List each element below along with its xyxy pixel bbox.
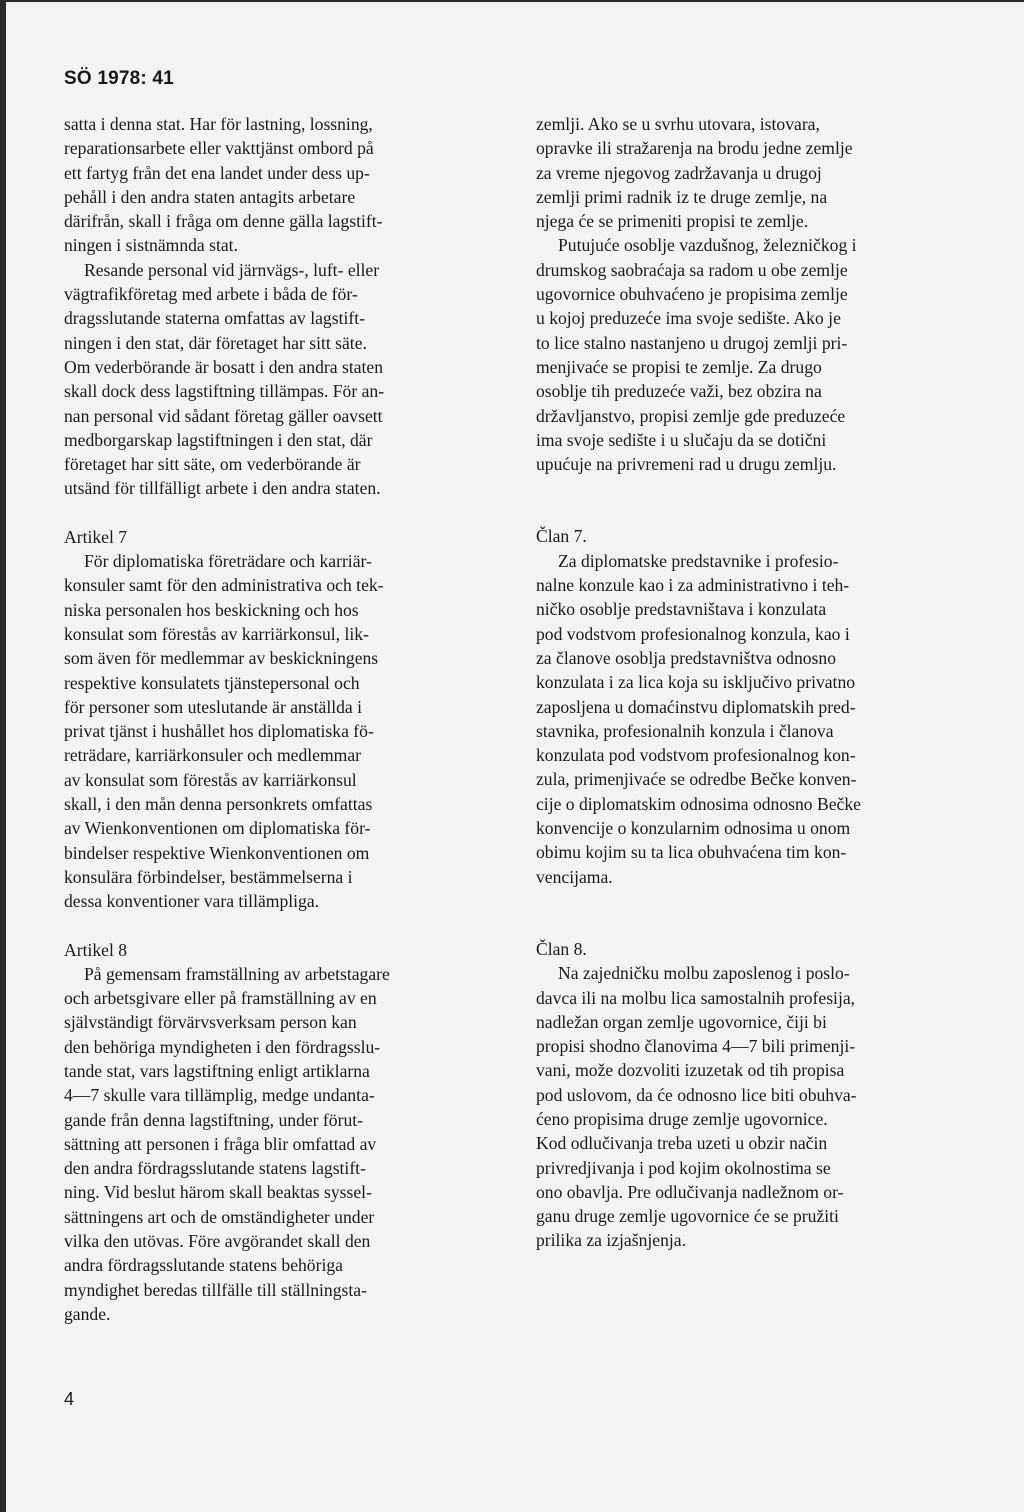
text-line: za vreme njegovog zadržavanja u drugoj <box>536 162 822 183</box>
text-line: konzulata pod vodstvom profesionalnog kon- <box>536 745 856 766</box>
text-line: Za diplomatske predstavnike i profesio- <box>558 550 839 571</box>
text-line: därifrån, skall i fråga om denne gälla lagstift- <box>64 211 383 232</box>
page-number: 4 <box>64 1389 75 1409</box>
text-line: För diplomatiska företrädare och karriär- <box>84 551 372 572</box>
text-line: reparationsarbete eller vakttjänst ombord på <box>64 138 374 159</box>
text-line: menjivaće se propisi te zemlje. Za drugo <box>536 356 822 377</box>
text-line: av konsulat som förestås av karriärkonsul <box>64 769 357 790</box>
text-line: Kod odlučivanja treba uzeti u obzir način <box>536 1133 828 1154</box>
page-header: SÖ 1978: 41 <box>64 68 174 89</box>
text-line: Putujuće osoblje vazdušnog, železničkog i <box>558 235 857 256</box>
text-line: konsuler samt för den administrativa och tek- <box>64 575 384 596</box>
text-line: konsulära förbindelser, bestämmelserna i <box>64 866 353 887</box>
text-line: upućuje na privremeni rad u drugu zemlju. <box>536 454 837 475</box>
text-line: konzulata i za lica koja su isključivo privatno <box>536 672 856 693</box>
text-line: to lice stalno nastanjeno u drugoj zemlji pri- <box>536 332 848 353</box>
text-line: dragsslutande staterna omfattas av lagstift- <box>64 308 365 329</box>
text-line: för personer som uteslutande är anställda i <box>64 696 363 717</box>
text-line: ono obavlja. Pre odlučivanja nadležnom or- <box>536 1181 844 1202</box>
text-line: ćeno propisima druge zemlje ugovornice. <box>536 1108 828 1129</box>
text-line: pod uslovom, da će odnosno lice biti obuhva- <box>536 1084 857 1105</box>
text-line: niska personalen hos beskickning och hos <box>64 599 359 620</box>
text-line: Om vederbörande är bosatt i den andra staten <box>64 356 384 377</box>
article-7-heading: Artikel 7 <box>64 526 128 547</box>
text-line: gande. <box>64 1303 111 1324</box>
text-line: pehåll i den andra staten antagits arbetare <box>64 186 356 207</box>
text-line: som även för medlemmar av beskickningens <box>64 648 379 669</box>
text-line: državljanstvo, propisi zemlje gde preduzeće <box>536 405 846 426</box>
paragraph-intro-sr <box>536 112 952 233</box>
serbian-column <box>536 112 952 1253</box>
text-line: utsänd för tillfälligt arbete i den andra staten. <box>64 478 381 499</box>
text-line: självständigt förvärvsverksam person kan <box>64 1012 357 1033</box>
text-line: opravke ili stražarenja na brodu jedne zemlje <box>536 138 853 159</box>
text-line: 4—7 skulle vara tillämplig, medge undanta- <box>64 1085 375 1106</box>
text-line: ugovornice obuhvaćeno je propisima zemlje <box>536 284 848 305</box>
article-8-heading: Artikel 8 <box>64 939 128 960</box>
text-line: ganu druge zemlje ugovornice će se pružiti <box>536 1206 839 1227</box>
text-line: dessa konventioner vara tillämpliga. <box>64 891 320 912</box>
text-line: nan personal vid sådant företag gäller oavsett <box>64 405 383 426</box>
text-line: u kojoj preduzeće ima svoje sedište. Ako je <box>536 308 841 329</box>
text-line: zula, primenjivaće se odredbe Bečke konven- <box>536 769 857 790</box>
text-line: satta i denna stat. Har för lastning, lossning, <box>64 114 373 134</box>
article-7-body-sv <box>64 549 476 913</box>
text-line: privat tjänst i hushållet hos diplomatiska fö- <box>64 721 374 742</box>
text-line: tande stat, vars lagstiftning enligt artiklarna <box>64 1060 370 1081</box>
clan-7-body-sr <box>536 549 952 889</box>
text-line: ima svoje sedište i u slučaju da se dotični <box>536 429 827 450</box>
spacer <box>64 501 476 525</box>
text-line: prilika za izjašnjenja. <box>536 1230 686 1251</box>
text-line: vani, može dozvoliti izuzetak od tih propisa <box>536 1060 845 1081</box>
text-line: sättning att personen i fråga blir omfattad av <box>64 1133 377 1154</box>
text-line: ningen i den stat, där företaget har sitt säte. <box>64 332 367 353</box>
text-line: konsulat som förestås av karriärkonsul, lik- <box>64 623 369 644</box>
text-line: davca ili na molbu lica samostalnih profesija, <box>536 987 856 1008</box>
text-line: bindelser respektive Wienkonventionen om <box>64 842 370 863</box>
text-line: den behöriga myndigheten i den fördragsslu- <box>64 1036 381 1057</box>
text-line: zemlji. Ako se u svrhu utovara, istovara, <box>536 114 820 134</box>
text-line: propisi shodno članovima 4—7 bili primenji- <box>536 1036 856 1057</box>
text-line: osoblje tih preduzeće važi, bez obzira na <box>536 381 822 402</box>
text-line: stavnika, profesionalnih konzula i članova <box>536 720 834 741</box>
text-line: konvencije o konzularnim odnosima u onom <box>536 818 851 839</box>
text-line: nadležan organ zemlje ugovornice, čiji bi <box>536 1011 827 1032</box>
text-line: vägtrafikföretag med arbete i båda de för- <box>64 284 358 305</box>
clan-8-heading: Član 8. <box>536 938 587 959</box>
paragraph-travelling-staff-sr <box>536 233 952 476</box>
text-line: pod vodstvom profesionalnog konzula, kao i <box>536 623 850 644</box>
spacer <box>536 889 952 937</box>
paragraph-intro-sv <box>64 112 476 258</box>
text-line: reträdare, karriärkonsuler och medlemmar <box>64 745 361 766</box>
text-line: zaposljena u domaćinstvu diplomatskih pred- <box>536 696 856 717</box>
clan-7-heading: Član 7. <box>536 526 587 547</box>
spacer <box>64 914 476 938</box>
swedish-column <box>64 112 476 1326</box>
text-line: obimu kojim su ta lica obuhvaćena tim kon- <box>536 842 847 863</box>
text-line: ett fartyg från det ena landet under dess up- <box>64 162 370 183</box>
text-line: za članove osoblja predstavništva odnosno <box>536 647 836 668</box>
text-line: På gemensam framställning av arbetstagare <box>84 963 390 984</box>
text-line: och arbetsgivare eller på framställning av en <box>64 988 377 1009</box>
spacer <box>536 476 952 524</box>
text-line: andra fördragsslutande statens behöriga <box>64 1255 343 1276</box>
text-line: företaget har sitt säte, om vederbörande är <box>64 454 361 475</box>
text-line: respektive konsulatets tjänstepersonal och <box>64 672 360 693</box>
text-line: den andra fördragsslutande statens lagstift- <box>64 1158 366 1179</box>
text-line: ning. Vid beslut härom skall beaktas syssel- <box>64 1182 372 1203</box>
text-line: vilka den utövas. Före avgörandet skall den <box>64 1231 371 1252</box>
text-line: skall, i den mån denna personkrets omfattas <box>64 794 373 815</box>
text-line: drumskog saobraćaja sa radom u obe zemlje <box>536 259 848 280</box>
text-line: skall dock dess lagstiftning tillämpas. För an- <box>64 381 385 402</box>
text-line: myndighet beredas tillfälle till ställningsta- <box>64 1279 367 1300</box>
text-line: njega će se primeniti propisi te zemlje. <box>536 211 809 232</box>
text-line: cije o diplomatskim odnosima odnosno Bečke <box>536 793 861 814</box>
text-line: nalne konzule kao i za administrativno i teh- <box>536 575 850 596</box>
text-line: ničko osoblje predstavništava i konzulata <box>536 599 827 620</box>
text-line: Na zajedničku molbu zaposlenog i poslo- <box>558 963 850 984</box>
text-line: zemlji primi radnik iz te druge zemlje, na <box>536 186 828 207</box>
text-line: gande från denna lagstiftning, under förut- <box>64 1109 363 1130</box>
clan-8-body-sr <box>536 961 952 1253</box>
text-line: privredjivanja i pod kojim okolnostima se <box>536 1157 831 1178</box>
text-line: ningen i sistnämnda stat. <box>64 235 238 256</box>
text-line: sättningens art och de omständigheter under <box>64 1206 375 1227</box>
text-line: av Wienkonventionen om diplomatiska för- <box>64 818 371 839</box>
text-line: medborgarskap lagstiftningen i den stat, där <box>64 429 373 450</box>
text-line: vencijama. <box>536 866 613 887</box>
text-line: Resande personal vid järnvägs-, luft- eller <box>84 259 380 280</box>
article-8-body-sv <box>64 962 476 1326</box>
paragraph-travelling-staff-sv <box>64 258 476 501</box>
